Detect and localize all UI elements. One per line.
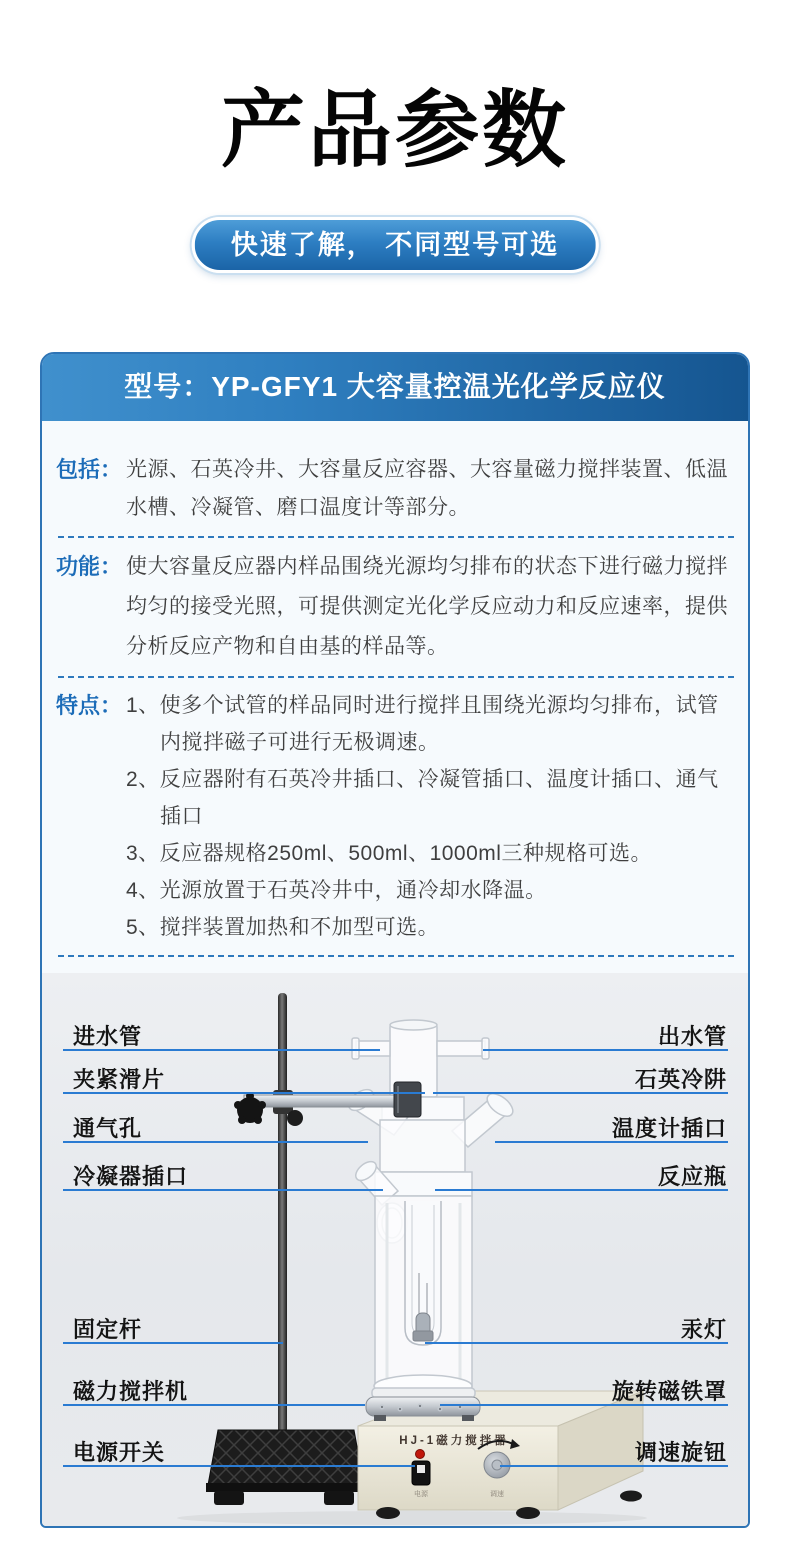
feature-item: 3、反应器规格250ml、500ml、1000ml三种规格可选。: [126, 842, 652, 865]
label-fixing-rod: 固定杆: [73, 1317, 143, 1342]
dashed-separator: [58, 536, 734, 538]
section-includes: [56, 451, 736, 527]
label-condenser-port: 冷凝器插口: [73, 1164, 189, 1189]
feature-item: 4、光源放置于石英冷井中，通冷却水降温。: [126, 879, 547, 902]
stirrer-foot: [620, 1491, 642, 1502]
features-label: 特点：: [56, 693, 123, 718]
power-switch-text: 电源: [414, 1491, 428, 1498]
dashed-separator: [58, 955, 734, 957]
label-water-outlet: 出水管: [657, 1024, 727, 1049]
stand-rod: [278, 993, 287, 1433]
reaction-vessel: [345, 1020, 517, 1421]
model-header: 型号：YP-GFY1 大容量控温光化学反应仪: [42, 354, 748, 421]
page-title: 产品参数: [220, 80, 569, 179]
stand-base: [206, 1430, 366, 1505]
ground-shadow: [177, 1511, 647, 1525]
label-rotating-magnet-cover: 旋转磁铁罩: [611, 1379, 727, 1404]
tagline-pill: 快速了解， 不同型号可选: [192, 217, 599, 273]
function-label: 功能：: [56, 554, 123, 579]
spec-card-body: [42, 421, 748, 957]
dashed-separator: [58, 676, 734, 678]
feature-item: 2、反应器附有石英冷井插口、冷凝管插口、温度计插口、通气插口: [126, 768, 719, 828]
features-list: [126, 687, 736, 946]
label-water-inlet: 进水管: [73, 1024, 143, 1049]
power-switch: [412, 1461, 430, 1485]
includes-label: 包括：: [56, 457, 123, 482]
speed-knob-text: 调速: [490, 1491, 504, 1498]
section-function: [56, 547, 736, 667]
section-features: [56, 687, 736, 946]
label-speed-knob: 调速旋钮: [634, 1440, 727, 1465]
water-inlet-tube: [356, 1041, 390, 1056]
label-quartz-cold-trap: 石英冷阱: [634, 1067, 727, 1092]
feature-item: 5、搅拌装置加热和不加型可选。: [126, 916, 440, 939]
includes-text: 光源、石英冷井、大容量反应容器、大容量磁力搅拌装置、低温水槽、冷凝管、磨口温度计等部分。: [126, 458, 728, 519]
feature-item: 1、使多个试管的样品同时进行搅拌且围绕光源均匀排布，试管内搅拌磁子可进行无极调速。: [126, 694, 719, 754]
stirrer-foot: [516, 1507, 540, 1519]
function-text: 使大容量反应器内样品围绕光源均匀排布的状态下进行磁力搅拌均匀的接受光照，可提供测定光化学反应动力和反应速率，提供分析反应产物和自由基的样品等。: [126, 555, 728, 658]
label-vent-hole: 通气孔: [73, 1116, 143, 1141]
label-magnetic-stirrer: 磁力搅拌机: [73, 1379, 189, 1404]
power-led: [416, 1450, 425, 1459]
label-reaction-flask: 反应瓶: [657, 1164, 727, 1189]
water-outlet-tube: [437, 1041, 485, 1056]
label-mercury-lamp: 汞灯: [680, 1317, 727, 1342]
stirrer-model-text: HJ-1磁力搅拌器: [399, 1435, 509, 1447]
spec-card: [40, 352, 750, 1528]
label-clamp-slider: 夹紧滑片: [73, 1067, 166, 1092]
stirrer-foot: [376, 1507, 400, 1519]
label-thermometer-port: 温度计插口: [611, 1116, 727, 1141]
label-power-switch: 电源开关: [73, 1440, 166, 1465]
product-diagram: [42, 973, 748, 1526]
